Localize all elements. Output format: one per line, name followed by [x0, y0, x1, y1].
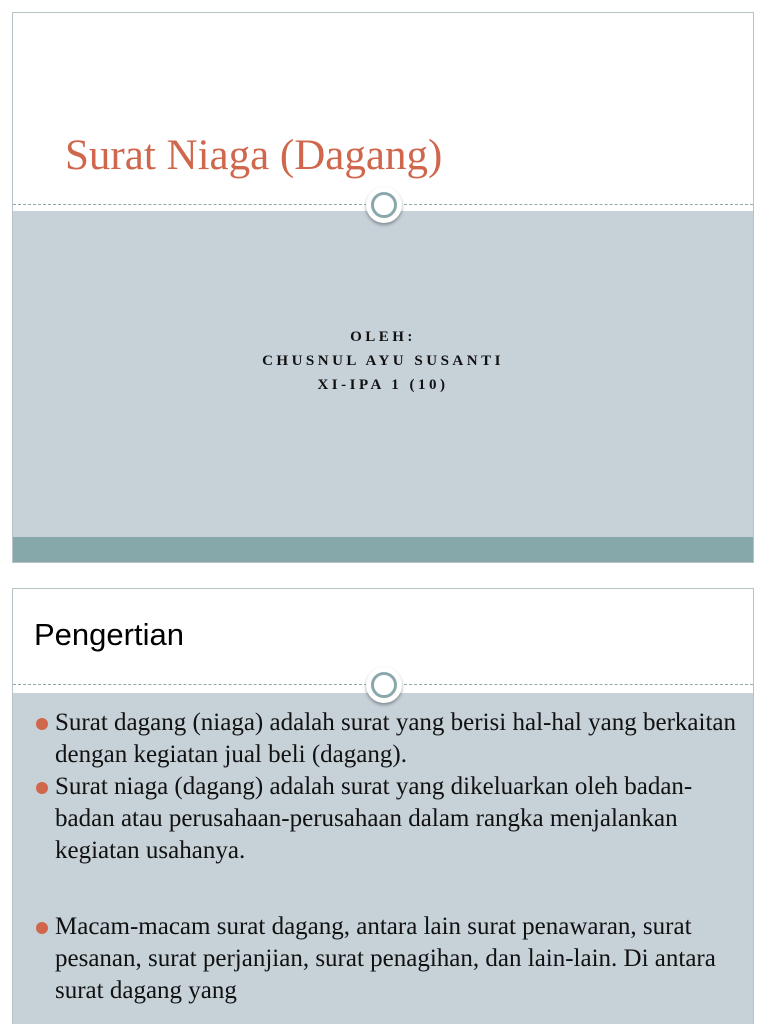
slide-2 — [12, 588, 754, 1024]
slide-1-title: Surat Niaga (Dagang) — [65, 132, 443, 179]
list-item — [13, 707, 753, 771]
ring-ornament-icon — [366, 667, 402, 703]
subtitle-line: CHUSNUL AYU SUSANTI — [262, 353, 504, 369]
list-item — [13, 771, 753, 867]
slide-1-subtitle — [13, 325, 753, 397]
bullet-dot-icon — [36, 782, 48, 794]
bullet-text: Surat dagang (niaga) adalah surat yang berisi hal-hal yang berkaitan dengan kegiatan jual beli (dagang). — [55, 709, 736, 768]
bullet-dot-icon — [36, 922, 48, 934]
bullet-text: Macam-macam surat dagang, antara lain surat penawaran, surat pesanan, surat perjanjian, surat penagihan, dan lain-lain. Di antara surat dagang yang — [55, 913, 716, 1004]
ring-ornament-icon — [366, 187, 402, 223]
subtitle-line: XI-IPA 1 (10) — [317, 377, 449, 393]
slide-1 — [12, 12, 754, 563]
bullet-text: Surat niaga (dagang) adalah surat yang dikeluarkan oleh badan-badan atau perusahaan-perusahaan dalam rangka menjalankan kegiatan usahanya. — [55, 773, 693, 864]
slide-1-bottom-bar — [13, 537, 753, 563]
slide-1-title-area — [13, 13, 753, 205]
bullet-list — [13, 707, 753, 1007]
slide-2-title: Pengertian — [34, 617, 184, 652]
bullet-dot-icon — [36, 718, 48, 730]
subtitle-line: OLEH: — [350, 329, 416, 345]
list-item — [13, 911, 753, 1007]
